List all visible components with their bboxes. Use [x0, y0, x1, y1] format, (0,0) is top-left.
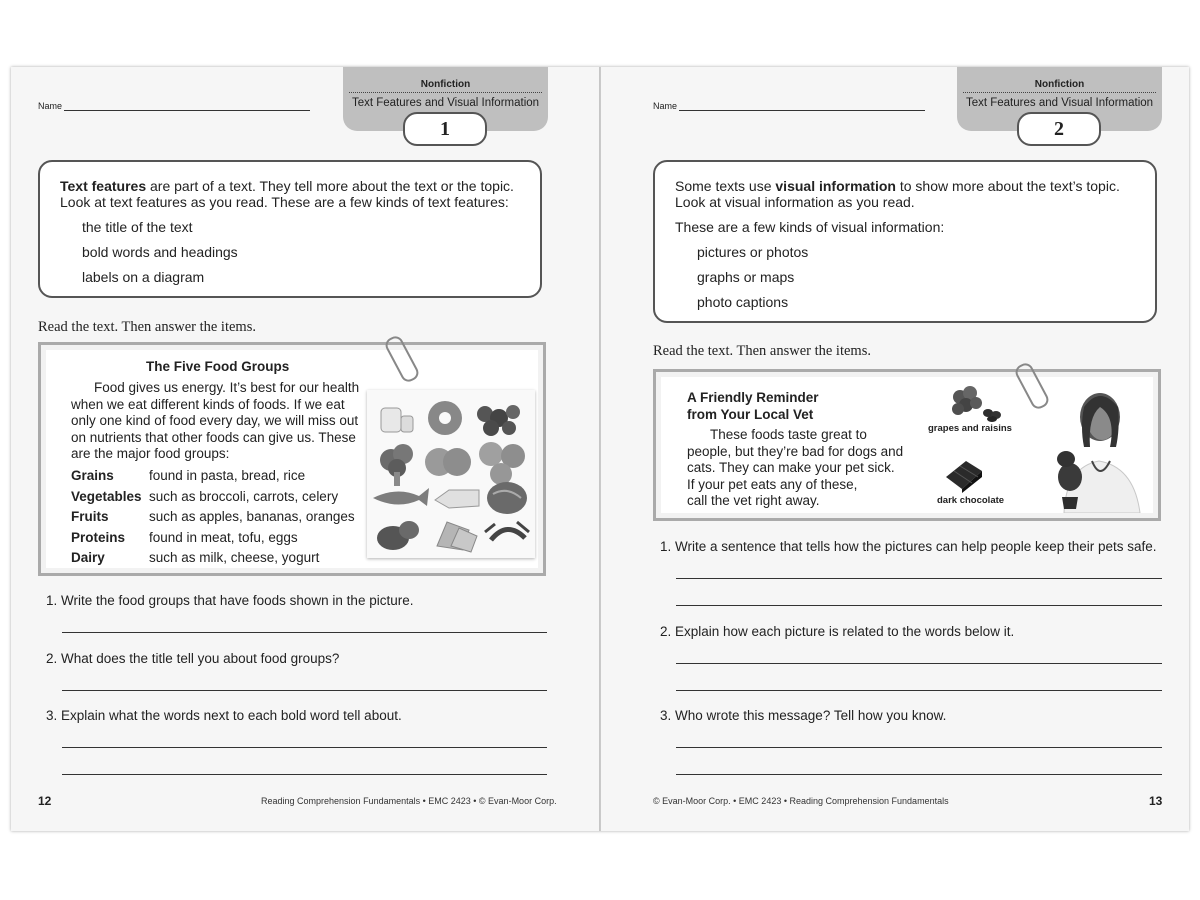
food-group-row: [71, 530, 298, 545]
passage-line: on nutrients that other foods can give us. These: [71, 429, 356, 445]
info-bullet: bold words and headings: [82, 244, 238, 260]
passage-line: are the major food groups:: [71, 446, 230, 461]
answer-line[interactable]: [62, 747, 547, 748]
food-group-desc: such as broccoli, carrots, celery: [149, 488, 339, 504]
passage-box: [653, 369, 1161, 521]
info-line2: Look at visual information as you read.: [675, 194, 915, 210]
info-bullet: labels on a diagram: [82, 269, 205, 285]
text-features-box: [38, 160, 542, 298]
food-group-name: Dairy: [71, 550, 105, 565]
page-number: 13: [1149, 794, 1163, 808]
name-line: [64, 110, 310, 111]
caption-grapes: grapes and raisins: [928, 423, 1012, 434]
passage-line: when we eat different kinds of foods. If we eat: [71, 396, 345, 412]
page-right: [601, 67, 1189, 831]
answer-line[interactable]: [676, 663, 1162, 664]
food-group-name: Vegetables: [71, 488, 142, 504]
page-number: 12: [38, 794, 52, 808]
passage-box: [38, 342, 546, 576]
answer-line[interactable]: [62, 632, 547, 633]
answer-line[interactable]: [676, 690, 1162, 691]
question-2: 2. What does the title tell you about food groups?: [46, 651, 340, 666]
lesson-tab: [957, 67, 1162, 140]
info-line2: Look at text features as you read. These are a few kinds of text features:: [60, 194, 509, 210]
name-label: Name: [38, 101, 63, 111]
info-bullet: the title of the text: [82, 219, 193, 235]
food-group-desc: found in meat, tofu, eggs: [149, 529, 298, 545]
name-label: Name: [653, 101, 678, 111]
passage-line: only one kind of food every day, we will miss out: [71, 413, 359, 428]
food-group-desc: found in pasta, bread, rice: [149, 468, 306, 483]
food-group-desc: such as apples, bananas, oranges: [149, 509, 355, 524]
instruction: Read the text. Then answer the items.: [653, 343, 871, 359]
vet-photo: [1044, 377, 1154, 513]
question-1: 1. Write the food groups that have foods shown in the picture.: [46, 593, 414, 608]
passage-title-line: from Your Local Vet: [687, 407, 814, 422]
question-3: 3. Explain what the words next to each bold word tell about.: [46, 708, 402, 723]
food-groups-picture: [367, 390, 535, 558]
tab-category: Nonfiction: [349, 79, 542, 93]
instruction: Read the text. Then answer the items.: [38, 319, 256, 335]
question-2: 2. Explain how each picture is related to the words below it.: [660, 624, 1015, 639]
passage-line: cats. They can make your pet sick.: [687, 460, 895, 475]
caption-chocolate: dark chocolate: [937, 495, 1005, 506]
page-left: [11, 67, 599, 831]
visual-information-box: [653, 160, 1157, 323]
food-group-row: [71, 509, 355, 524]
passage-line: people, but they’re bad for dogs and: [687, 443, 904, 459]
lesson-number: 1: [403, 112, 487, 146]
passage-line: Food gives us energy. It’s best for our health: [94, 380, 360, 395]
passage-body: [687, 427, 903, 510]
page-footer: © Evan-Moor Corp. • EMC 2423 • Reading Comprehension Fundamentals: [653, 796, 949, 806]
info-bullet: graphs or maps: [697, 269, 795, 285]
info-line1-rest: to show more about the text’s topic.: [895, 178, 1120, 194]
passage-body: [71, 380, 359, 463]
food-group-name: Proteins: [71, 529, 126, 545]
term-bold: visual information: [775, 178, 896, 194]
foods-illustration: [367, 390, 535, 558]
info-line1-pre: Some texts use: [675, 178, 776, 194]
food-group-row: [71, 550, 319, 565]
passage-title-line: A Friendly Reminder: [687, 390, 819, 405]
name-field: [653, 101, 925, 111]
passage-title: [687, 389, 819, 423]
info-bullet: pictures or photos: [697, 244, 809, 260]
lesson-number: 2: [1017, 112, 1101, 146]
question-3: 3. Who wrote this message? Tell how you know.: [660, 708, 947, 723]
passage-inner: [46, 350, 538, 568]
food-group-desc: such as milk, cheese, yogurt: [149, 550, 320, 565]
page-footer: Reading Comprehension Fundamentals • EMC 2423 • © Evan-Moor Corp.: [261, 796, 557, 806]
answer-line[interactable]: [676, 747, 1162, 748]
grapes-raisins-picture: [946, 385, 1006, 423]
dark-chocolate-picture: [942, 455, 986, 493]
food-group-row: [71, 468, 305, 483]
passage-line: These foods taste great to: [710, 427, 867, 442]
answer-line[interactable]: [676, 605, 1162, 606]
answer-line[interactable]: [62, 774, 547, 775]
answer-line[interactable]: [676, 578, 1162, 579]
food-group-row: [71, 489, 338, 504]
name-line: [679, 110, 925, 111]
passage-title: The Five Food Groups: [146, 359, 290, 374]
passage-line: call the vet right away.: [687, 493, 820, 508]
lesson-tab: [343, 67, 548, 140]
name-field: [38, 101, 310, 111]
passage-inner: [661, 377, 1153, 513]
food-group-name: Grains: [71, 468, 114, 483]
term-bold: Text features: [60, 178, 147, 194]
passage-line: If your pet eats any of these,: [687, 476, 858, 492]
tab-topic: Text Features and Visual Information: [965, 97, 1154, 109]
tab-category: Nonfiction: [963, 79, 1156, 93]
answer-line[interactable]: [62, 690, 547, 691]
info-line1: are part of a text. They tell more about the text or the topic.: [146, 178, 514, 194]
question-1: 1. Write a sentence that tells how the pictures can help people keep their pets safe.: [660, 539, 1157, 554]
food-group-name: Fruits: [71, 509, 109, 524]
tab-topic: Text Features and Visual Information: [351, 97, 540, 109]
answer-line[interactable]: [676, 774, 1162, 775]
info-line3: These are a few kinds of visual information:: [675, 219, 945, 235]
info-bullet: photo captions: [697, 294, 789, 310]
